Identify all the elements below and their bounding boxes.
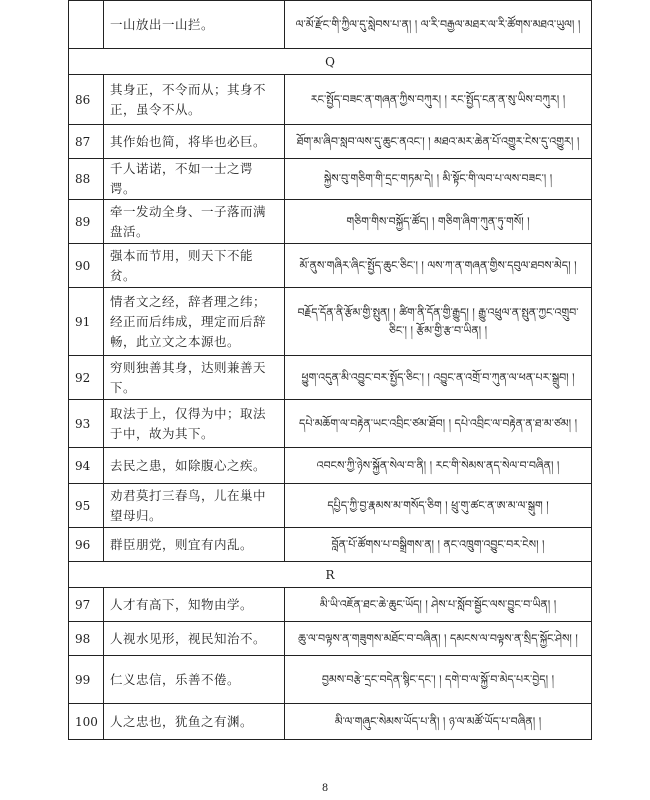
tibetan-translation: འབངས་ཀྱི་ཉེས་སྐྱོན་སེལ་བ་ནི། ། རང་གི་སེམས་ནད་སེལ་བ་བཞིན། །: [285, 448, 592, 484]
chinese-proverb: 去民之患，如除腹心之疾。: [104, 448, 285, 484]
proverb-row: [69, 448, 592, 484]
entry-number: 86: [69, 75, 104, 125]
entry-number: 92: [69, 356, 104, 400]
entry-number: [69, 1, 104, 49]
tibetan-translation: བརྗོད་དོན་ནི་རྩོམ་གྱི་སྤུན། ། ཚིག་ནི་དོན་གྱི་རྒྱུད། ། རྒྱུ་འཕྲུལ་ན་སྤུན་ཀྱང་འགྲུབ་ཅིང་། ། རྩོམ་གྱི་རྩ་བ་ཡིན། །: [285, 288, 592, 356]
entry-number: 95: [69, 484, 104, 528]
proverb-row: [69, 528, 592, 562]
tibetan-translation: ཐོག་མ་ཞིབ་སླབ་ལས་དུ་ཆུང་ནའང་། ། མཐའ་མར་ཆེན་པོ་འགྱུར་ངེས་དུ་འགྱུར། །: [285, 125, 592, 159]
chinese-proverb: 其作始也简，将毕也必巨。: [104, 125, 285, 159]
entry-number: 100: [69, 704, 104, 740]
tibetan-translation: སྐྱེས་བུ་གཅིག་གི་དྲང་གཏམ་དེ། ། མི་སྟོང་གི་ལབ་པ་ལས་བཟང་། །: [285, 159, 592, 200]
section-header-row: [69, 562, 592, 588]
chinese-proverb: 强本而节用，则天下不能贫。: [104, 244, 285, 288]
tibetan-translation: བློན་པོ་ཚོགས་པ་བསྒྲིགས་ན། ། ནང་འཁྲུག་འབྱུང་བར་ངེས། །: [285, 528, 592, 562]
chinese-proverb: 穷则独善其身，达则兼善天下。: [104, 356, 285, 400]
entry-number: 88: [69, 159, 104, 200]
proverb-row: [69, 656, 592, 704]
proverb-row: [69, 200, 592, 244]
proverb-row: [69, 622, 592, 656]
proverb-table-body: [69, 1, 592, 740]
chinese-proverb: 一山放出一山拦。: [104, 1, 285, 49]
entry-number: 97: [69, 588, 104, 622]
entry-number: 90: [69, 244, 104, 288]
proverb-row: [69, 484, 592, 528]
chinese-proverb: 群臣朋党，则宜有内乱。: [104, 528, 285, 562]
section-letter: R: [69, 562, 592, 588]
entry-number: 96: [69, 528, 104, 562]
chinese-proverb: 人视水见形，视民知治不。: [104, 622, 285, 656]
tibetan-translation: ཆུ་ལ་བལྟས་ན་གཟུགས་མཐོང་བ་བཞིན། ། དམངས་ལ་བལྟས་ན་སྲིད་སྐྱོང་ཤེས། །: [285, 622, 592, 656]
page-number: 8: [321, 783, 329, 794]
entry-number: 98: [69, 622, 104, 656]
tibetan-translation: མི་ལ་གཞུང་སེམས་ཡོད་པ་ནི། ། ཉ་ལ་མཚོ་ཡོད་པ་བཞིན། །: [285, 704, 592, 740]
chinese-proverb: 人之忠也，犹鱼之有渊。: [104, 704, 285, 740]
tibetan-translation: བྱམས་བརྩེ་དྲང་བདེན་སྙིང་དང་། ། དགེ་བ་ལ་སྐྱོ་བ་མེད་པར་བྱེད། །: [285, 656, 592, 704]
proverb-row: [69, 75, 592, 125]
section-letter: Q: [69, 49, 592, 75]
tibetan-translation: མི་ཡི་འཇོན་ཐང་ཆེ་ཆུང་ཡོད། ། ཤེས་པ་སློབ་སྦྱོང་ལས་བྱུང་བ་ཡིན། །: [285, 588, 592, 622]
chinese-proverb: 人才有高下，知物由学。: [104, 588, 285, 622]
chinese-proverb: 牵一发动全身、一子落而满盘活。: [104, 200, 285, 244]
chinese-proverb: 千人诺诺，不如一士之谔谔。: [104, 159, 285, 200]
proverb-row: [69, 125, 592, 159]
proverb-row: [69, 588, 592, 622]
chinese-proverb: 其身正，不令而从；其身不正，虽令不从。: [104, 75, 285, 125]
proverb-row: [69, 400, 592, 448]
entry-number: 99: [69, 656, 104, 704]
tibetan-translation: དཔེ་མཆོག་ལ་བརྟེན་ཡང་འབྲིང་ཙམ་ཐོབ། ། དཔེ་འབྲིང་ལ་བརྟེན་ན་ཐ་མ་ཙམ། །: [285, 400, 592, 448]
entry-number: 93: [69, 400, 104, 448]
chinese-proverb: 情者文之经，辞者理之纬；经正而后纬成，理定而后辞畅，此立文之本源也。: [104, 288, 285, 356]
tibetan-translation: མོ་ནུས་གཞིར་ཞིང་སྤྱོད་ཆུང་ཅིང་། ། ལས་ཀ་ན་གཞན་གྱིས་དབུལ་ཐབས་མེད། །: [285, 244, 592, 288]
entry-number: 87: [69, 125, 104, 159]
proverb-row: [69, 356, 592, 400]
entry-number: 89: [69, 200, 104, 244]
tibetan-translation: ལ་མོ་རྫོང་གི་ཀྱིལ་དུ་སླེབས་པ་ན། ། ལ་རི་བརྒྱལ་མཐར་ལ་རི་ཚོགས་མཐའ་ཡུལ། །: [285, 1, 592, 49]
proverb-row: [69, 159, 592, 200]
tibetan-translation: རང་སྤྱོད་བཟང་ན་གཞན་ཀྱིས་བཀུར། ། རང་སྤྱོད་ངན་ན་སུ་ཡིས་བཀུར། །: [285, 75, 592, 125]
proverb-row: [69, 288, 592, 356]
tibetan-translation: གཅིག་གིས་བསྐྱོད་ཚོད། ། གཅིག་ཞིག་ཀུན་ཏུ་གསོ། །: [285, 200, 592, 244]
entry-number: 91: [69, 288, 104, 356]
proverb-row: [69, 244, 592, 288]
entry-number: 94: [69, 448, 104, 484]
proverb-table: [68, 0, 592, 740]
section-header-row: [69, 49, 592, 75]
chinese-proverb: 仁义忠信，乐善不倦。: [104, 656, 285, 704]
chinese-proverb: 劝君莫打三春鸟，儿在巢中望母归。: [104, 484, 285, 528]
chinese-proverb: 取法于上，仅得为中；取法于中，故为其下。: [104, 400, 285, 448]
proverb-row: [69, 1, 592, 49]
proverb-row: [69, 704, 592, 740]
tibetan-translation: དཔྱིད་ཀྱི་བྱ་རྣམས་མ་གསོད་ཅིག ། ཕྲུ་གུ་ཚང་ན་ཨ་མ་ལ་སྒུག །: [285, 484, 592, 528]
tibetan-translation: ཕྱུག་འདུན་མི་འབྱུང་བར་སྤྱོད་ཅིང་། ། འབྱུང་ན་འགྲོ་བ་ཀུན་ལ་ཕན་པར་སྒྲུབ། །: [285, 356, 592, 400]
proverb-sheet: [68, 0, 592, 740]
